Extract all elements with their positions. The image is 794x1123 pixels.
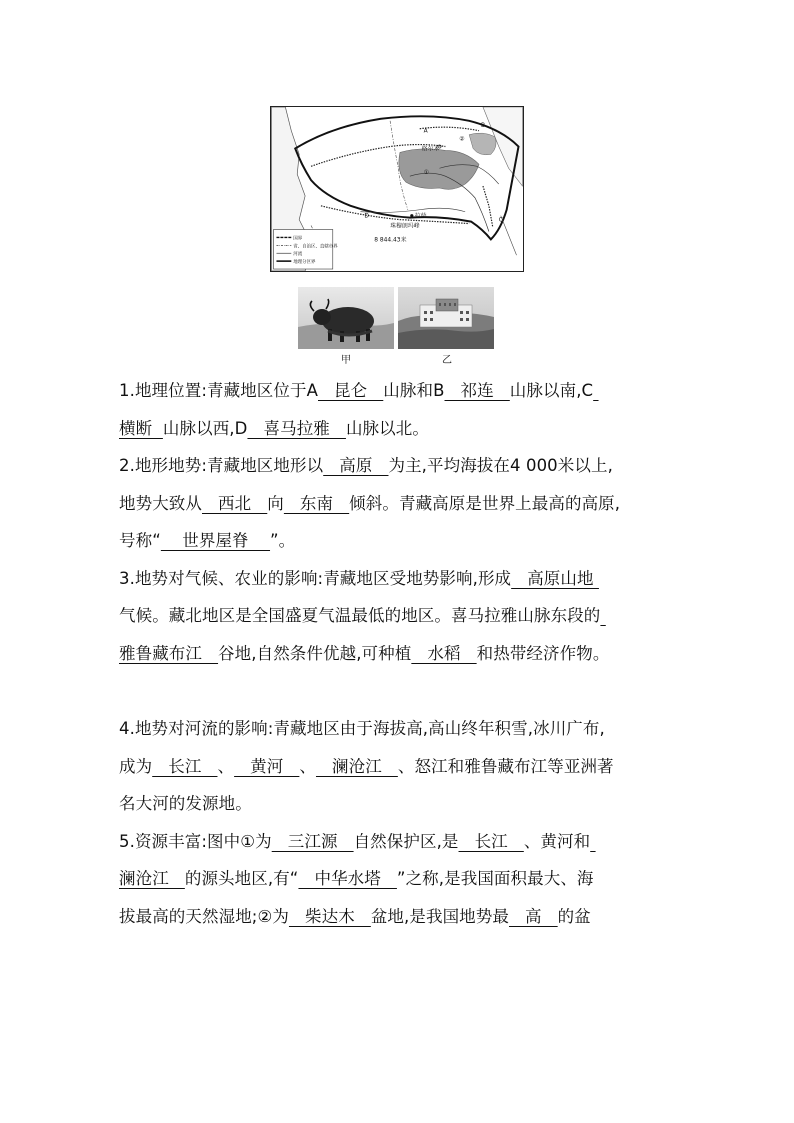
- text-line: [119, 898, 679, 936]
- text-line: [119, 860, 679, 898]
- qinghai-tibet-map: [270, 106, 524, 272]
- text-segment: 名大河的发源地。: [119, 794, 252, 813]
- caption-palace: 乙: [442, 355, 452, 366]
- answer-blank: [600, 606, 605, 625]
- answer-blank: [593, 381, 598, 400]
- text-segment: 山脉以南,C: [509, 381, 594, 400]
- answer-blank: 长江: [458, 831, 524, 851]
- answer-blank: 澜沧江: [315, 756, 398, 776]
- answer-blank: 东南: [283, 493, 350, 513]
- answer-blank: 高原: [323, 456, 389, 475]
- legend-item-3: 河流: [293, 252, 303, 258]
- text-segment: 倾斜。青藏高原是世界上最高的高原,: [349, 493, 621, 513]
- text-line: [119, 710, 679, 748]
- yak-photo: [298, 287, 394, 349]
- worksheet-text: [119, 372, 679, 935]
- label-c: C: [498, 217, 503, 224]
- answer-blank: 长江: [152, 756, 218, 776]
- region-1-shading: [399, 149, 479, 189]
- caption-yak: 甲: [341, 355, 351, 366]
- answer-blank: 中华水塔: [298, 869, 397, 888]
- answer-blank: 黄河: [234, 756, 300, 776]
- text-segment: 盆地,是我国地势最: [370, 906, 509, 926]
- legend-item-2: 省、自治区、直辖市界: [293, 244, 338, 250]
- answer-blank: 昆仑: [318, 381, 384, 400]
- answer-blank: 柴达木: [288, 906, 371, 926]
- answer-blank: 高原山地: [511, 568, 599, 588]
- text-segment: 、: [217, 756, 235, 776]
- text-line: [119, 372, 679, 410]
- text-segment: 4.地势对河流的影响:青藏地区由于海拔高,高山终年积雪,冰川广布,: [119, 719, 605, 738]
- text-segment: ”之称,是我国面积最大、海: [396, 869, 594, 888]
- label-a: A: [423, 128, 428, 135]
- answer-blank: 水稻: [411, 643, 477, 663]
- text-segment: 号称“: [119, 531, 161, 550]
- label-region-1: ①: [423, 170, 429, 177]
- text-line: [119, 447, 679, 485]
- text-line: [119, 748, 679, 786]
- map-drawing: [271, 107, 523, 271]
- text-segment: 、黄河和: [523, 831, 591, 851]
- text-segment: 自然保护区,是: [353, 831, 459, 851]
- text-segment: 和热带经济作物。: [476, 643, 610, 663]
- qilian-mountains: [420, 127, 479, 131]
- answer-blank: 横断: [119, 418, 163, 438]
- answer-blank: 高: [508, 906, 558, 926]
- text-segment: 成为: [119, 756, 153, 776]
- legend-item-4: 地理分区界: [293, 260, 316, 266]
- label-peak: 珠穆朗玛峰: [390, 223, 420, 230]
- label-lhasa: 拉萨: [414, 213, 427, 220]
- text-segment: 山脉和B: [383, 381, 445, 400]
- answer-blank: 雅鲁藏布江: [119, 643, 219, 663]
- text-segment: 、: [299, 756, 316, 776]
- text-line: [119, 785, 679, 823]
- river-3: [360, 208, 465, 212]
- text-segment: 为主,平均海拔在4 000米以上,: [388, 456, 613, 475]
- text-segment: 的源头地区,有“: [184, 869, 299, 888]
- text-segment: 3.地势对气候、农业的影响:青藏地区受地势影响,形成: [119, 568, 512, 588]
- answer-blank: 世界屋脊: [160, 531, 271, 550]
- text-segment: 谷地,自然条件优越,可种植: [218, 643, 412, 663]
- text-segment: 的盆: [557, 906, 591, 926]
- label-peak-height: 8 844.43米: [374, 237, 407, 244]
- potala-palace-photo: [398, 287, 494, 349]
- answer-blank: 三江源: [271, 831, 354, 851]
- text-line: [119, 485, 679, 523]
- text-line: [119, 560, 679, 598]
- text-segment: 向: [267, 493, 284, 513]
- label-b: B: [480, 122, 486, 129]
- answer-blank: [590, 832, 595, 851]
- text-segment: 地势大致从: [119, 493, 202, 513]
- text-line: [119, 823, 679, 861]
- answer-blank: 澜沧江: [119, 869, 185, 888]
- text-line: [119, 635, 679, 673]
- text-line: [119, 672, 679, 710]
- text-segment: 山脉以北。: [345, 418, 429, 438]
- text-segment: 山脉以西,D: [162, 418, 248, 438]
- legend-item-1: 国界: [293, 236, 303, 242]
- text-segment: 气候。藏北地区是全国盛夏气温最低的地区。喜马拉雅山脉东段的: [119, 606, 601, 625]
- label-golmud: 格尔木: [421, 146, 440, 153]
- text-line: [119, 597, 679, 635]
- answer-blank: 喜马拉雅: [247, 418, 346, 438]
- text-segment: 5.资源丰富:图中①为: [119, 831, 272, 851]
- text-line: [119, 522, 679, 560]
- text-segment: ”。: [270, 531, 296, 550]
- text-line: [119, 410, 679, 448]
- text-segment: 、怒江和雅鲁藏布江等亚洲著: [397, 756, 614, 776]
- text-segment: 1.地理位置:青藏地区位于A: [119, 381, 318, 400]
- answer-blank: 西北: [202, 493, 268, 513]
- region-2-shading: [469, 133, 496, 155]
- text-segment: 2.地形地势:青藏地区地形以: [119, 456, 324, 475]
- answer-blank: 祁连: [444, 381, 510, 400]
- hengduan-mountains: [483, 186, 493, 227]
- label-d: D: [364, 213, 369, 220]
- text-segment: 拔最高的天然湿地;②为: [119, 906, 289, 926]
- label-region-2: ②: [459, 136, 465, 143]
